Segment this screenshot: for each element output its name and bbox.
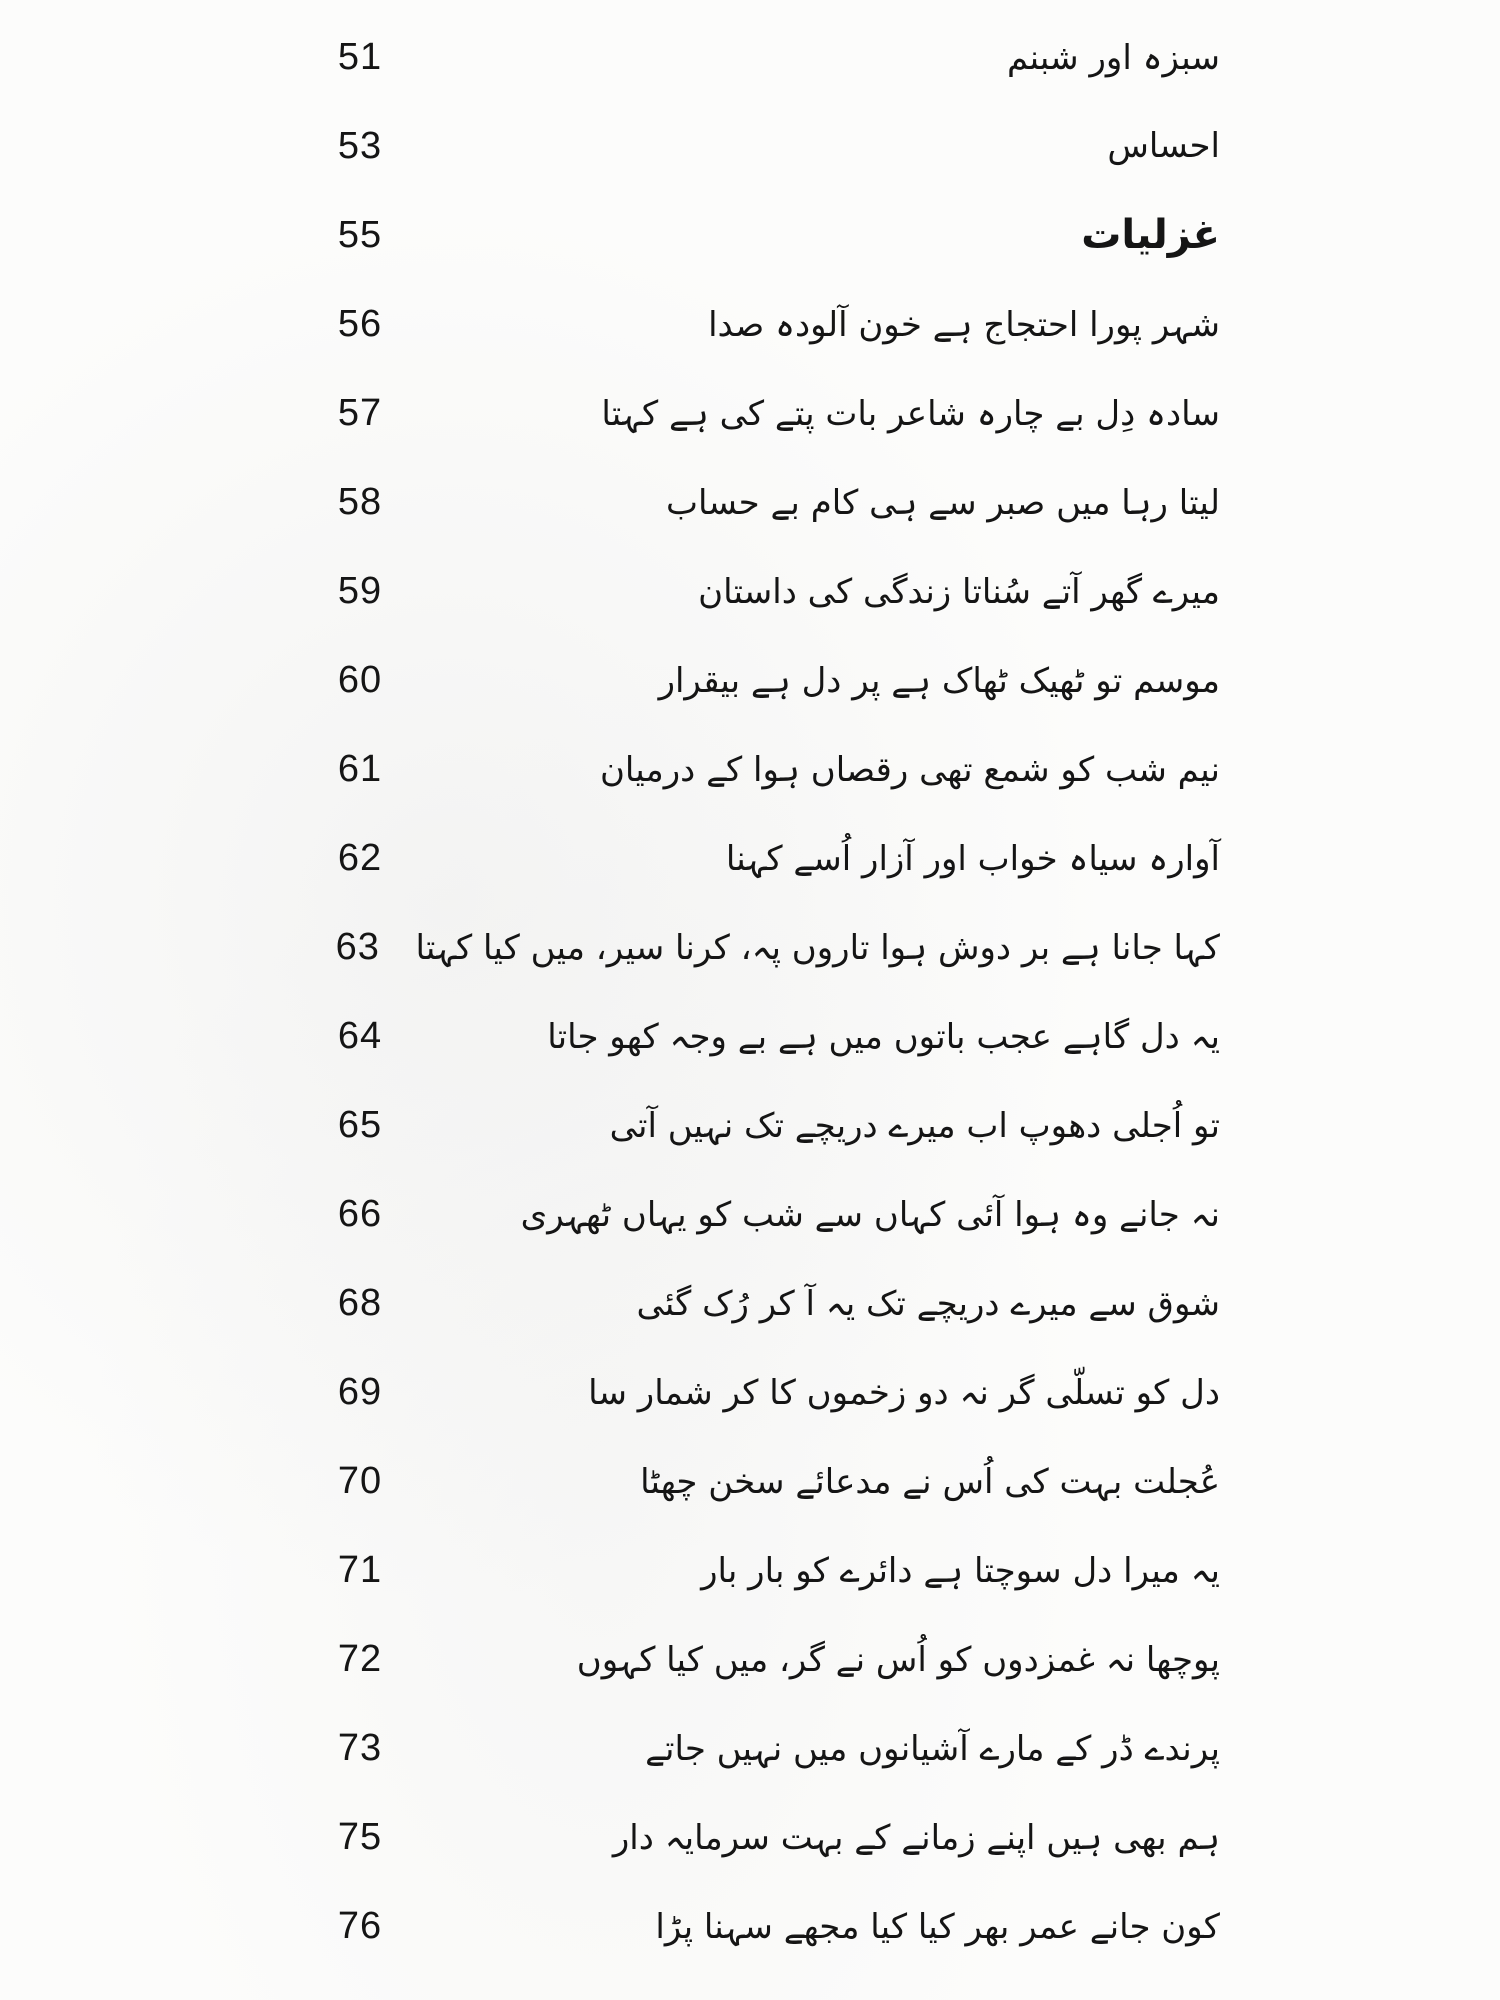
toc-entry xyxy=(300,996,1220,1076)
page-number: 57 xyxy=(337,391,383,434)
section-title: غزلیات xyxy=(1081,212,1220,258)
entry-title: شہر پورا احتجاج ہے خون آلودہ صدا xyxy=(708,304,1220,345)
entry-title: نہ جانے وہ ہوا آئی کہاں سے شب کو یہاں ٹھہری xyxy=(520,1194,1220,1235)
toc-entry xyxy=(300,818,1220,898)
toc-entry xyxy=(300,1619,1220,1699)
toc-section-heading xyxy=(300,195,1220,275)
toc-entry xyxy=(300,462,1220,542)
entry-title: کہا جانا ہے بر دوش ہوا تاروں پہ، کرنا سیر، میں کیا کہتا xyxy=(415,927,1220,968)
page-number: 55 xyxy=(337,213,383,256)
page-number: 72 xyxy=(337,1637,383,1680)
entry-title: لیتا رہا میں صبر سے ہی کام بے حساب xyxy=(665,482,1220,523)
entry-title: آوارہ سیاہ خواب اور آزار اُسے کہنا xyxy=(725,838,1220,879)
entry-title: میرے گھر آتے سُناتا زندگی کی داستان xyxy=(698,571,1220,612)
entry-title: سادہ دِل بے چارہ شاعر بات پتے کی ہے کہتا xyxy=(601,393,1220,434)
entry-title: نیم شب کو شمع تھی رقصاں ہوا کے درمیان xyxy=(599,749,1220,790)
toc-entry xyxy=(300,17,1220,97)
toc-entry xyxy=(300,1530,1220,1610)
toc-entry xyxy=(300,640,1220,720)
page-number: 51 xyxy=(337,35,383,78)
page-number: 62 xyxy=(337,836,383,879)
page-number: 64 xyxy=(337,1014,383,1057)
entry-title: شوق سے میرے دریچے تک یہ آ کر رُک گئی xyxy=(636,1283,1220,1324)
toc-entry xyxy=(300,1886,1220,1966)
page-number: 73 xyxy=(337,1726,383,1769)
toc-entry xyxy=(300,1085,1220,1165)
page-number: 59 xyxy=(337,569,383,612)
page-number: 69 xyxy=(337,1370,383,1413)
page-number: 75 xyxy=(337,1815,383,1858)
page-number: 53 xyxy=(337,124,383,167)
toc-entry xyxy=(300,1352,1220,1432)
page-number: 71 xyxy=(337,1548,383,1591)
entry-title: دل کو تسلّی گر نہ دو زخموں کا کر شمار سا xyxy=(588,1372,1220,1413)
entry-title: تو اُجلی دھوپ اب میرے دریچے تک نہیں آتی xyxy=(609,1105,1220,1146)
page-number: 68 xyxy=(337,1281,383,1324)
toc-entry xyxy=(300,1708,1220,1788)
page-number: 60 xyxy=(337,658,383,701)
page-number: 65 xyxy=(337,1103,383,1146)
entry-title: احساس xyxy=(1107,126,1220,166)
toc-entry xyxy=(300,729,1220,809)
toc-entry xyxy=(300,1174,1220,1254)
entry-title: کون جانے عمر بھر کیا کیا مجھے سہنا پڑا xyxy=(655,1906,1220,1947)
entry-title: یہ دل گاہے عجب باتوں میں ہے بے وجہ کھو جاتا xyxy=(547,1016,1220,1057)
entry-title: عُجلت بہت کی اُس نے مدعائے سخن چھٹا xyxy=(640,1461,1220,1502)
entry-title: پوچھا نہ غمزدوں کو اُس نے گر، میں کیا کہوں xyxy=(576,1639,1220,1680)
page-number: 70 xyxy=(337,1459,383,1502)
page-number: 66 xyxy=(337,1192,383,1235)
toc-entry xyxy=(300,373,1220,453)
toc-entry xyxy=(300,1797,1220,1877)
entry-title: سبزہ اور شبنم xyxy=(1007,37,1220,78)
page-number: 76 xyxy=(337,1904,383,1947)
page-number: 61 xyxy=(337,747,383,790)
toc-entry xyxy=(300,1263,1220,1343)
entry-title: یہ میرا دل سوچتا ہے دائرے کو بار بار xyxy=(701,1550,1220,1591)
toc-entry xyxy=(300,907,1220,987)
page-number: 58 xyxy=(337,480,383,523)
page-number: 56 xyxy=(337,302,383,345)
toc-entry xyxy=(300,1441,1220,1521)
toc-entry xyxy=(300,106,1220,186)
entry-title: پرندے ڈر کے مارے آشیانوں میں نہیں جاتے xyxy=(645,1728,1220,1769)
toc-entry xyxy=(300,284,1220,364)
entry-title: موسم تو ٹھیک ٹھاک ہے پر دل ہے بیقرار xyxy=(658,660,1220,701)
entry-title: ہم بھی ہیں اپنے زمانے کے بہت سرمایہ دار xyxy=(612,1817,1220,1858)
toc-entry xyxy=(300,551,1220,631)
page-number: 63 xyxy=(335,925,380,968)
